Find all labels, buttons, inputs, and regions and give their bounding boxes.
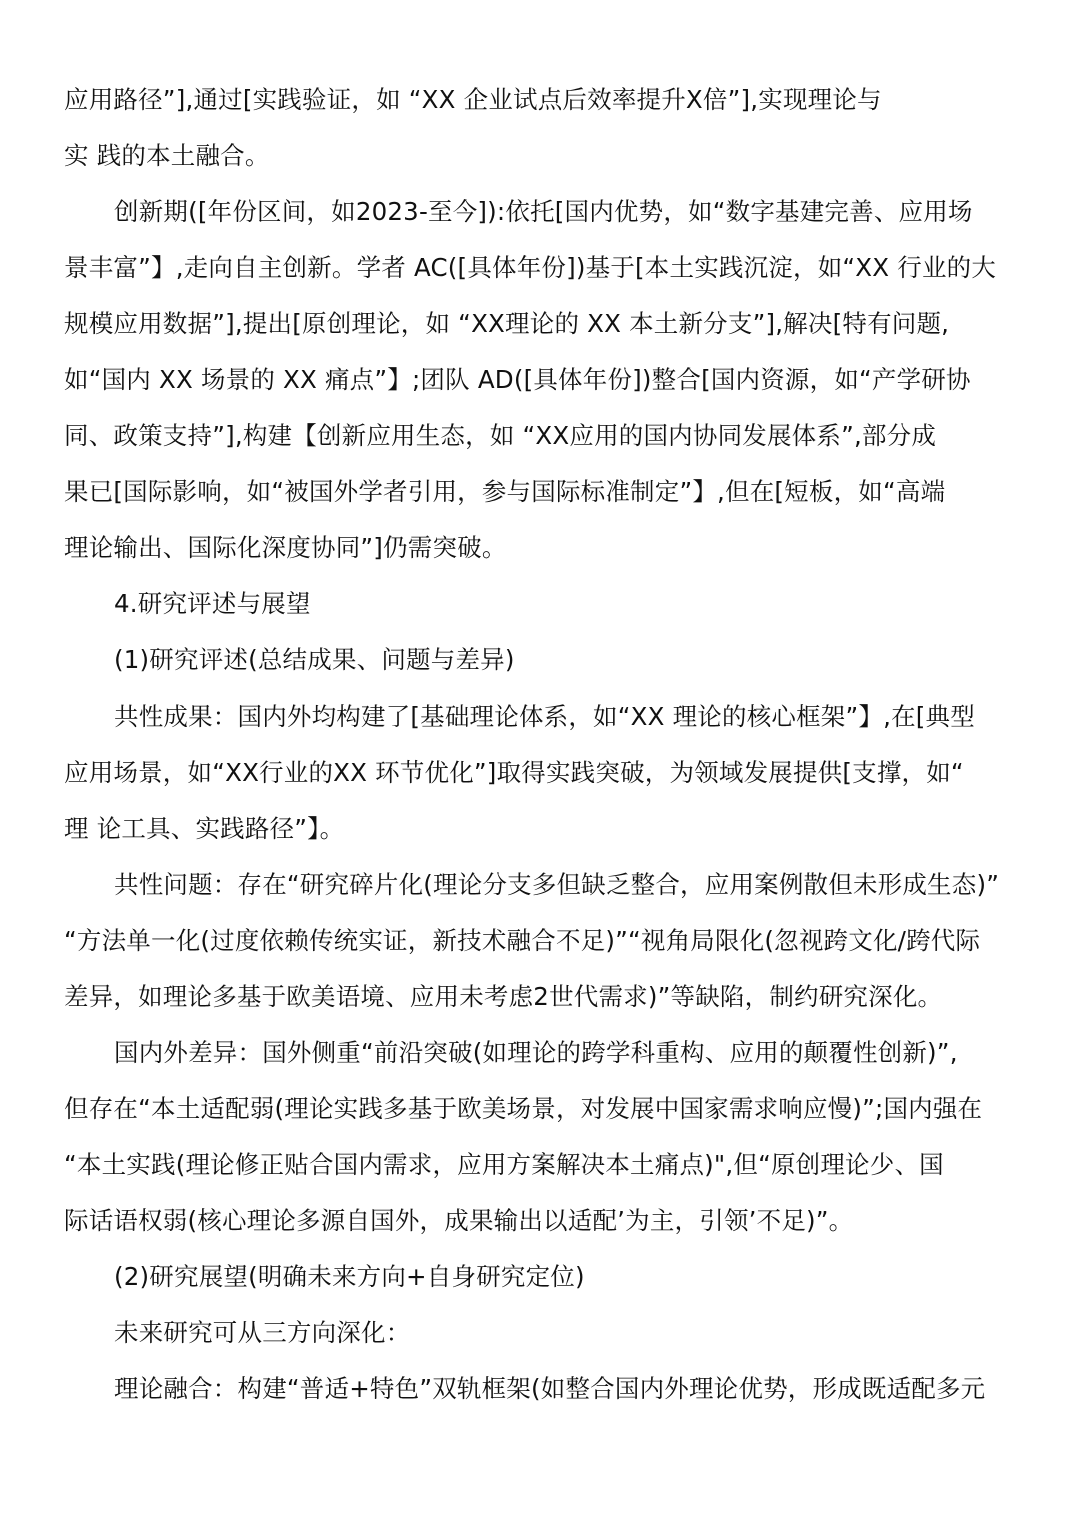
text-line: 理论输出、国际化深度协同”]仍需突破。 — [64, 533, 507, 562]
subsection-heading: (2)研究展望(明确未来方向+自身研究定位) — [114, 1262, 585, 1291]
subsection-heading: (1)研究评述(总结成果、问题与差异) — [114, 645, 515, 674]
text-line: 理 论工具、实践路径”】。 — [64, 814, 345, 843]
text-line: 应用场景，如“XX行业的XX 环节优化”]取得实践突破，为领域发展提供[支撑，如“ — [64, 758, 964, 787]
paragraph-start: 共性问题：存在“研究碎片化(理论分支多但缺乏整合，应用案例散但未形成生态)” — [114, 870, 1000, 899]
text-line: 应用路径”],通过[实践验证，如 “XX 企业试点后效率提升X倍”],实现理论与 — [64, 85, 882, 114]
text-line: 如“国内 XX 场景的 XX 痛点”】;团队 AD([具体年份])整合[国内资源，如“产学研协 — [64, 365, 971, 394]
paragraph-start: 理论融合：构建“普适+特色”双轨框架(如整合国内外理论优势，形成既适配多元 — [114, 1374, 986, 1403]
text-line: “本土实践(理论修正贴合国内需求，应用方案解决本土痛点)",但“原创理论少、国 — [64, 1150, 944, 1179]
section-heading: 4.研究评述与展望 — [114, 589, 311, 618]
text-line: 但存在“本土适配弱(理论实践多基于欧美场景，对发展中国家需求响应慢)”;国内强在 — [64, 1094, 983, 1123]
text-line: 差异，如理论多基于欧美语境、应用未考虑2世代需求)”等缺陷，制约研究深化。 — [64, 982, 943, 1011]
text-line: 规模应用数据”],提出[原创理论，如 “XX理论的 XX 本土新分支”],解决[特有问题, — [64, 309, 950, 338]
text-line: “方法单一化(过度依赖传统实证，新技术融合不足)”“视角局限化(忽视跨文化/跨代际 — [64, 926, 981, 955]
paragraph-start: 创新期([年份区间，如2023-至今]):依托[国内优势，如“数字基建完善、应用场 — [114, 197, 973, 226]
paragraph-start: 共性成果：国内外均构建了[基础理论体系，如“XX 理论的核心框架”】,在[典型 — [114, 702, 975, 731]
text-line: 景丰富”】,走向自主创新。学者 AC([具体年份])基于[本土实践沉淀，如“XX 行业的大 — [64, 253, 997, 282]
paragraph-start: 未来研究可从三方向深化： — [114, 1318, 411, 1347]
paragraph-start: 国内外差异：国外侧重“前沿突破(如理论的跨学科重构、应用的颠覆性创新)”, — [114, 1038, 958, 1067]
text-line: 实 践的本土融合。 — [64, 141, 270, 170]
text-line: 际话语权弱(核心理论多源自国外，成果输出以适配’为主，引领’不足)”。 — [64, 1206, 854, 1235]
text-line: 同、政策支持”],构建【创新应用生态，如 “XX应用的国内协同发展体系”,部分成 — [64, 421, 937, 450]
text-line: 果已[国际影响，如“被国外学者引用，参与国际标准制定”】,但在[短板，如“高端 — [64, 477, 946, 506]
